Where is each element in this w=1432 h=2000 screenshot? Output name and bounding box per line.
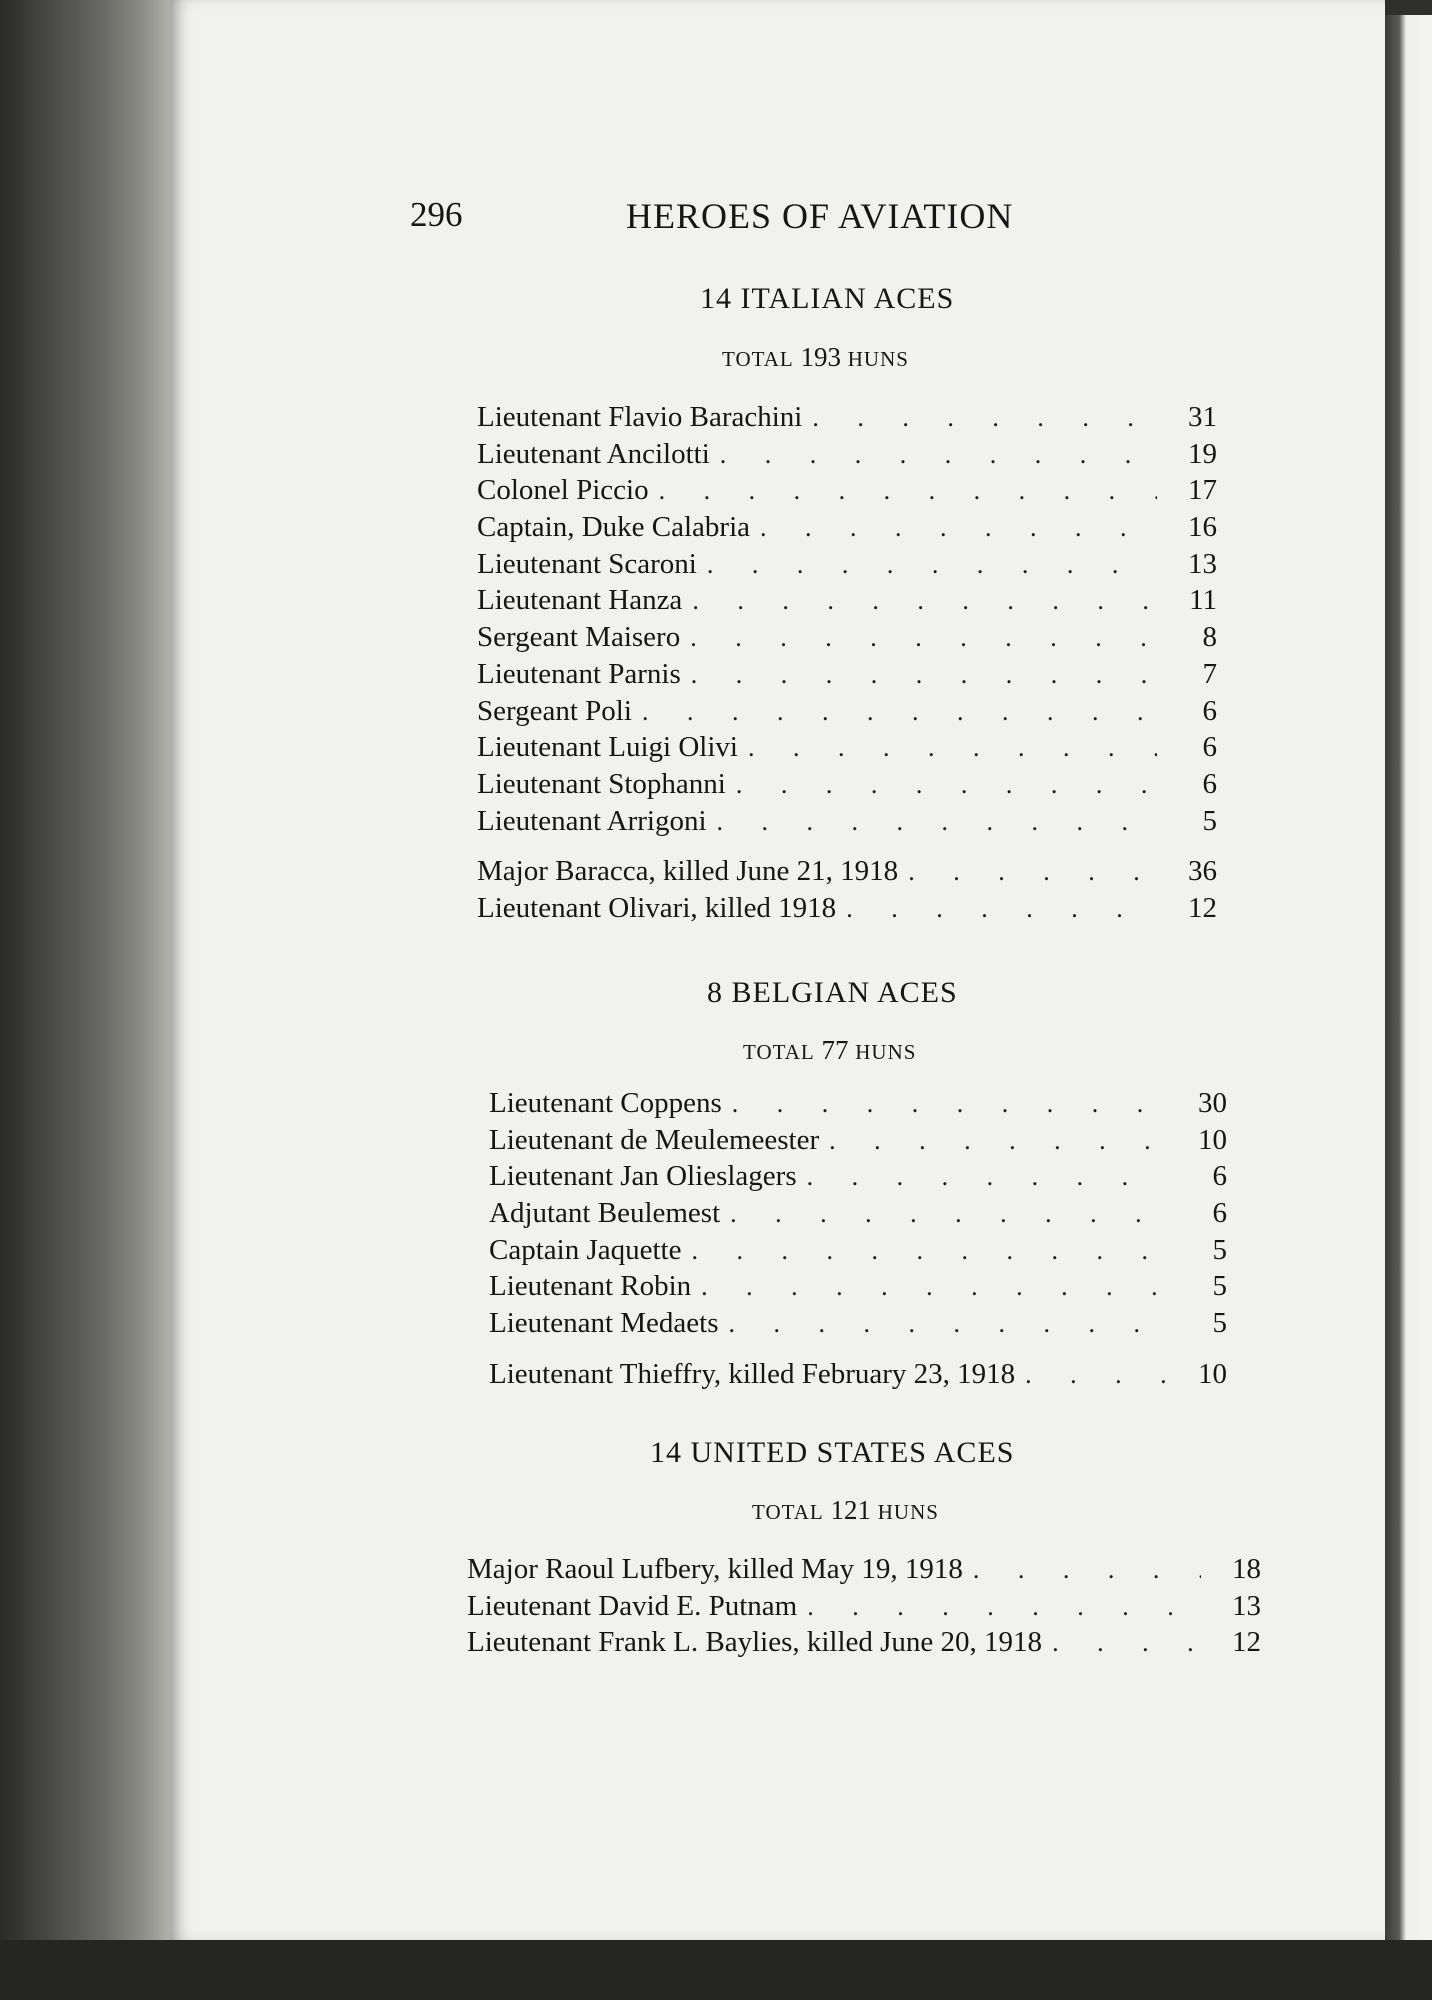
page-number: 296	[410, 195, 463, 234]
ace-entry	[489, 1268, 1227, 1305]
total-number: 121	[830, 1495, 872, 1525]
total-label: TOTAL	[722, 347, 794, 371]
ace-name: Lieutenant Scaroni	[477, 547, 697, 580]
ace-entry	[489, 1085, 1227, 1122]
victory-count: 12	[1188, 891, 1217, 924]
list-spacer	[477, 839, 1217, 853]
list-spacer	[489, 1342, 1227, 1356]
dot-leader	[1025, 1357, 1167, 1394]
dot-leader	[691, 657, 1157, 694]
ace-entry	[477, 619, 1217, 656]
dot-leader	[807, 1159, 1167, 1196]
total-unit: HUNS	[877, 1500, 939, 1524]
victory-count: 16	[1188, 511, 1217, 544]
ace-name: Lieutenant Hanza	[477, 584, 683, 617]
ace-name: Lieutenant Parnis	[477, 657, 681, 690]
dot-leader	[732, 1086, 1167, 1123]
running-head: HEROES OF AVIATION	[626, 196, 1014, 236]
victory-count: 5	[1202, 804, 1217, 837]
ace-entry	[489, 1122, 1227, 1159]
dot-leader	[748, 730, 1157, 767]
ace-entry	[477, 766, 1217, 803]
scan-background	[0, 1940, 1432, 2000]
ace-name: Major Baracca, killed June 21, 1918	[477, 855, 899, 888]
victory-count: 13	[1188, 547, 1217, 580]
victory-count: 30	[1198, 1087, 1227, 1119]
ace-name: Lieutenant Flavio Barachini	[477, 401, 803, 433]
ace-name: Adjutant Beulemest	[489, 1197, 721, 1230]
ace-name: Captain, Duke Calabria	[477, 511, 750, 544]
victory-count: 6	[1212, 1160, 1227, 1193]
total-unit: HUNS	[847, 347, 909, 371]
ace-entry	[489, 1158, 1227, 1195]
victory-count: 17	[1188, 474, 1217, 507]
dot-leader	[760, 510, 1157, 547]
italian-aces-list	[477, 399, 1217, 927]
dot-leader	[1052, 1625, 1201, 1662]
section-total-united-states	[752, 1495, 939, 1526]
victory-count: 8	[1202, 621, 1217, 654]
page-header	[410, 195, 1070, 245]
total-number: 77	[821, 1035, 849, 1065]
ace-name: Lieutenant Frank L. Baylies, killed June 20, 1918	[467, 1626, 1043, 1659]
facing-page-edge	[1385, 15, 1432, 1945]
ace-name: Lieutenant Robin	[489, 1270, 692, 1303]
ace-name: Colonel Piccio	[477, 474, 649, 507]
ace-entry	[477, 890, 1217, 927]
ace-entry	[489, 1305, 1227, 1342]
victory-count: 36	[1188, 855, 1217, 888]
united-states-aces-list	[467, 1551, 1261, 1661]
dot-leader	[829, 1123, 1167, 1160]
victory-count: 11	[1189, 584, 1217, 617]
belgian-aces-list	[489, 1085, 1227, 1393]
total-label: TOTAL	[743, 1040, 815, 1064]
victory-count: 6	[1212, 1197, 1227, 1230]
dot-leader	[736, 767, 1157, 804]
ace-name: Lieutenant Luigi Olivi	[477, 731, 738, 764]
victory-count: 10	[1198, 1357, 1227, 1390]
ace-name: Sergeant Poli	[477, 694, 632, 727]
victory-count: 5	[1212, 1270, 1227, 1303]
ace-entry	[489, 1195, 1227, 1232]
dot-leader	[720, 437, 1157, 474]
victory-count: 12	[1232, 1626, 1261, 1659]
victory-count: 5	[1212, 1233, 1227, 1266]
dot-leader	[659, 473, 1157, 510]
section-title-italian: 14 ITALIAN ACES	[700, 282, 955, 315]
victory-count: 6	[1202, 731, 1217, 764]
section-title-united-states: 14 UNITED STATES ACES	[650, 1436, 1015, 1469]
ace-entry	[467, 1624, 1261, 1661]
dot-leader	[730, 1196, 1167, 1233]
ace-entry	[489, 1232, 1227, 1269]
dot-leader	[717, 804, 1157, 841]
ace-name: Lieutenant Jan Olieslagers	[489, 1160, 797, 1193]
ace-entry	[477, 693, 1217, 730]
dot-leader	[701, 1269, 1167, 1306]
total-number: 193	[800, 342, 842, 372]
ace-name: Lieutenant de Meulemeester	[489, 1123, 820, 1156]
dot-leader	[692, 583, 1157, 620]
dot-leader	[642, 694, 1157, 731]
ace-entry	[477, 509, 1217, 546]
section-title-belgian: 8 BELGIAN ACES	[707, 976, 958, 1009]
victory-count: 18	[1232, 1553, 1261, 1585]
dot-leader	[812, 400, 1157, 437]
victory-count: 13	[1232, 1589, 1261, 1622]
total-label: TOTAL	[752, 1500, 824, 1524]
total-unit: HUNS	[855, 1040, 917, 1064]
ace-entry	[477, 729, 1217, 766]
victory-count: 6	[1202, 767, 1217, 800]
ace-name: Lieutenant Olivari, killed 1918	[477, 891, 837, 924]
ace-entry	[477, 472, 1217, 509]
ace-entry	[477, 853, 1217, 890]
dot-leader	[691, 1233, 1167, 1270]
book-page-edges	[0, 0, 175, 2000]
ace-name: Sergeant Maisero	[477, 621, 681, 654]
ace-name: Lieutenant Stophanni	[477, 767, 726, 800]
dot-leader	[908, 854, 1157, 891]
dot-leader	[846, 891, 1157, 928]
victory-count: 19	[1188, 437, 1217, 470]
dot-leader	[973, 1552, 1201, 1589]
victory-count: 6	[1202, 694, 1217, 727]
ace-name: Captain Jaquette	[489, 1233, 682, 1266]
ace-name: Major Raoul Lufbery, killed May 19, 1918	[467, 1553, 963, 1585]
ace-entry	[489, 1356, 1227, 1393]
victory-count: 10	[1198, 1123, 1227, 1156]
victory-count: 5	[1212, 1307, 1227, 1340]
victory-count: 7	[1202, 657, 1217, 690]
ace-entry	[477, 399, 1217, 436]
dot-leader	[707, 547, 1157, 584]
ace-name: Lieutenant Ancilotti	[477, 437, 710, 470]
victory-count: 31	[1188, 401, 1217, 433]
ace-entry	[477, 656, 1217, 693]
ace-entry	[477, 582, 1217, 619]
ace-entry	[467, 1588, 1261, 1625]
ace-name: Lieutenant Medaets	[489, 1307, 719, 1340]
ace-entry	[477, 546, 1217, 583]
section-total-belgian	[743, 1035, 916, 1066]
ace-name: Lieutenant David E. Putnam	[467, 1589, 798, 1622]
section-total-italian	[722, 342, 909, 373]
ace-entry	[467, 1551, 1261, 1588]
dot-leader	[729, 1306, 1168, 1343]
dot-leader	[690, 620, 1157, 657]
ace-name: Lieutenant Thieffry, killed February 23, 1918	[489, 1357, 1016, 1390]
ace-name: Lieutenant Coppens	[489, 1087, 722, 1119]
ace-name: Lieutenant Arrigoni	[477, 804, 707, 837]
ace-entry	[477, 436, 1217, 473]
dot-leader	[807, 1589, 1201, 1626]
ace-entry	[477, 803, 1217, 840]
